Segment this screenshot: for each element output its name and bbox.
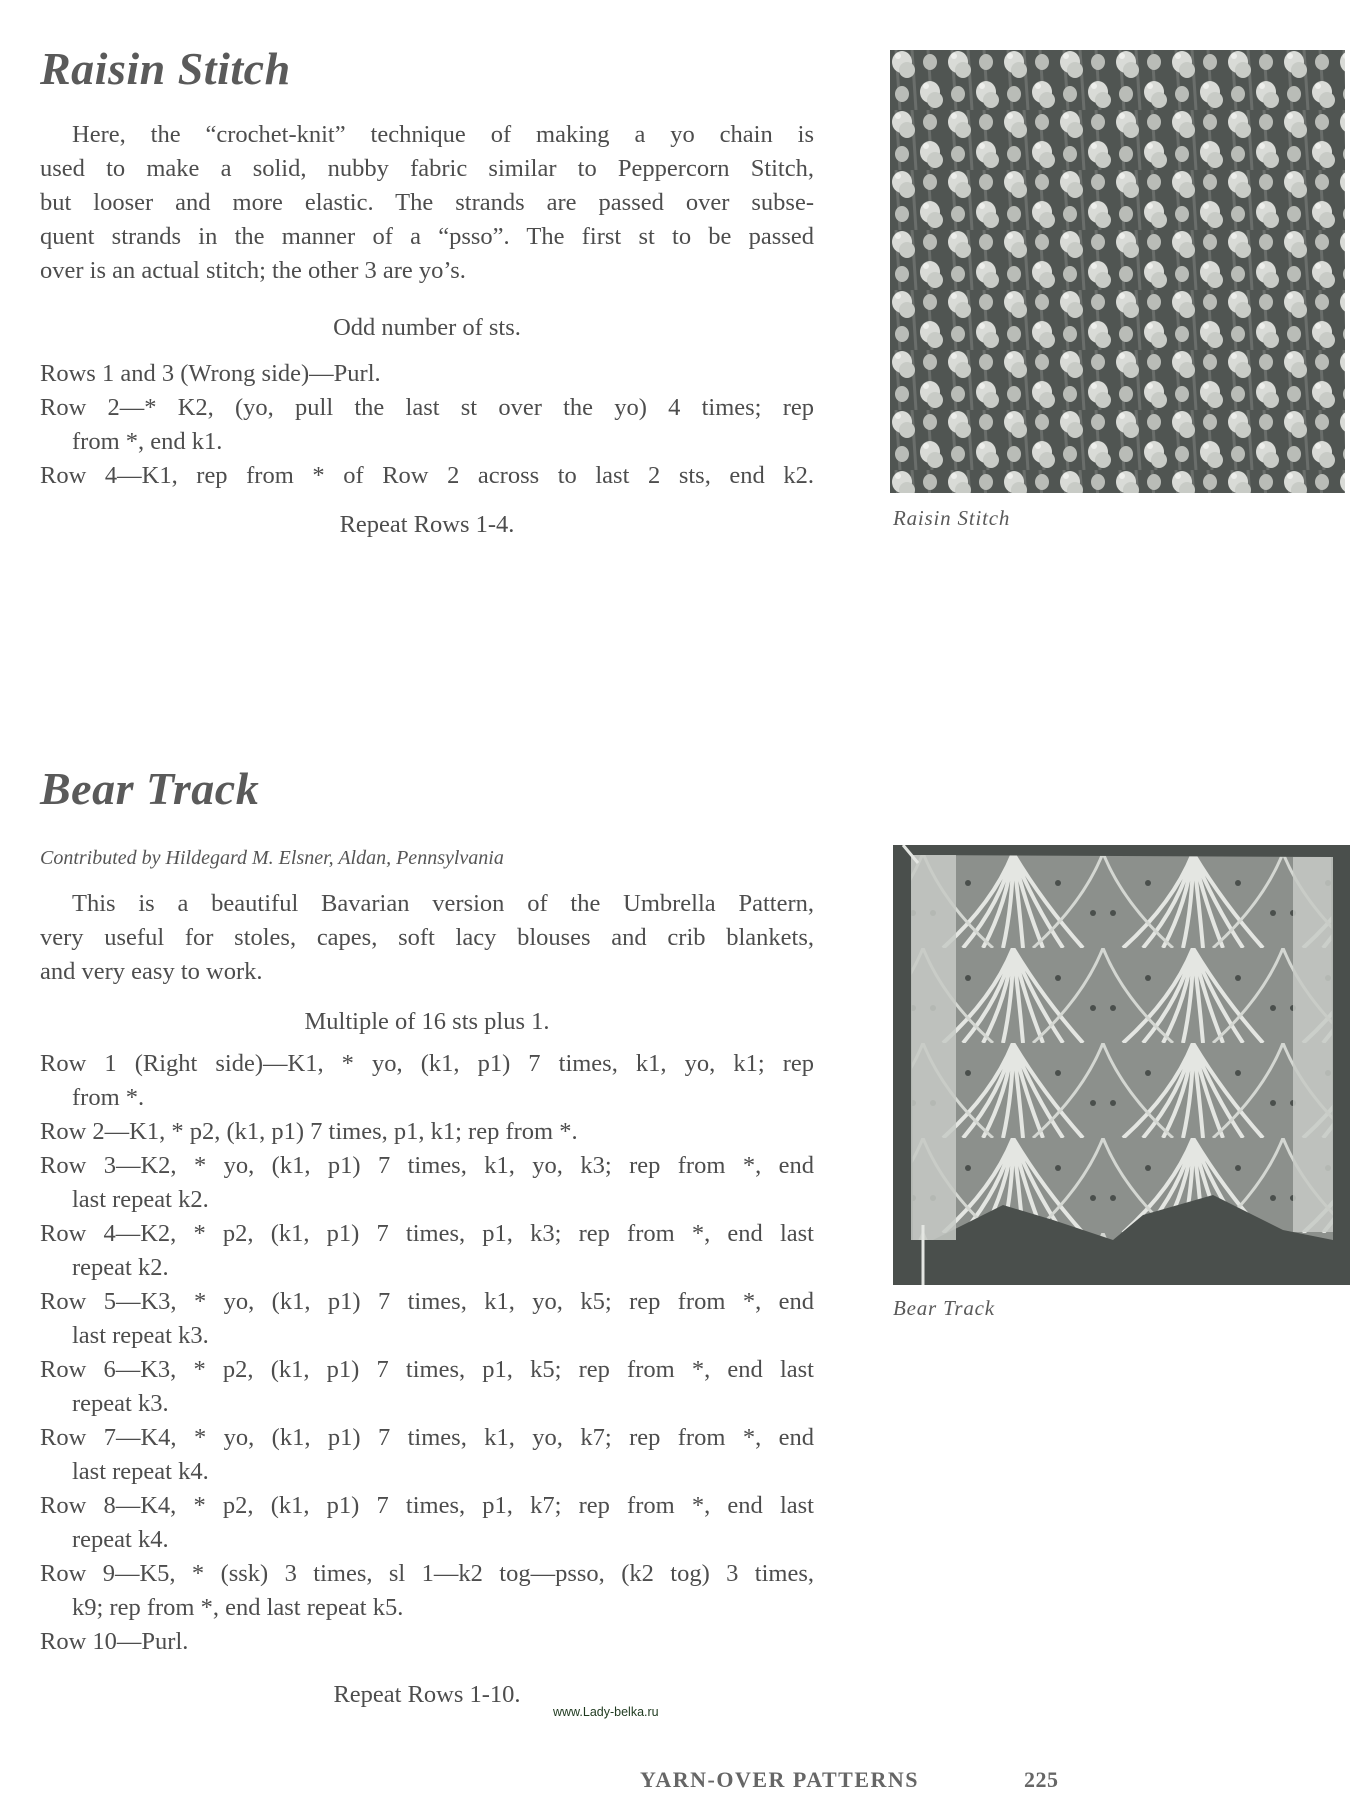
- bear-row-line: Row 9—K5, * (ssk) 3 times, sl 1—k2 tog—psso, (k2 tog) 3 times,: [40, 1560, 814, 1587]
- bear-intro-line: and very easy to work.: [40, 958, 263, 985]
- raisin-stitch-texture: [890, 50, 1345, 493]
- raisin-stitch-title: Raisin Stitch: [40, 43, 291, 94]
- bear-repeat: Repeat Rows 1-10.: [333, 1681, 521, 1708]
- bear-row-line: repeat k3.: [72, 1390, 169, 1417]
- watermark-link[interactable]: www.Lady-belka.ru: [553, 1705, 659, 1719]
- raisin-row-line: Row 4—K1, rep from * of Row 2 across to last 2 sts, end k2.: [40, 462, 814, 489]
- raisin-repeat: Repeat Rows 1-4.: [339, 511, 515, 538]
- raisin-row-line: Row 2—* K2, (yo, pull the last st over the yo) 4 times; rep: [40, 394, 814, 421]
- bear-row-line: last repeat k3.: [72, 1322, 209, 1349]
- raisin-intro-line: but looser and more elastic. The strands are passed over subse-: [40, 189, 814, 216]
- bear-row-line: repeat k2.: [72, 1254, 169, 1281]
- bear-intro-line: very useful for stoles, capes, soft lacy blouses and crib blankets,: [40, 924, 814, 951]
- bear-stitch-count: Multiple of 16 sts plus 1.: [304, 1008, 550, 1035]
- bear-row-line: repeat k4.: [72, 1526, 169, 1553]
- bear-track-title: Bear Track: [40, 763, 260, 814]
- raisin-stitch-photo: [890, 50, 1345, 493]
- bear-row-line: Row 10—Purl.: [40, 1628, 189, 1655]
- raisin-row-line: from *, end k1.: [72, 428, 223, 455]
- bear-track-photo: [893, 845, 1350, 1285]
- page-number: 225: [1024, 1767, 1059, 1792]
- raisin-stitch-caption: Raisin Stitch: [893, 506, 1011, 530]
- raisin-intro-line: used to make a solid, nubby fabric similar to Peppercorn Stitch,: [40, 155, 814, 182]
- bear-row-line: from *.: [72, 1084, 145, 1111]
- bear-row-line: Row 5—K3, * yo, (k1, p1) 7 times, k1, yo, k5; rep from *, end: [40, 1288, 814, 1315]
- bear-track-contributor: Contributed by Hildegard M. Elsner, Aldan, Pennsylvania: [40, 847, 504, 869]
- bear-row-line: Row 3—K2, * yo, (k1, p1) 7 times, k1, yo, k3; rep from *, end: [40, 1152, 814, 1179]
- bear-row-line: Row 6—K3, * p2, (k1, p1) 7 times, p1, k5; rep from *, end last: [40, 1356, 814, 1383]
- bear-row-line: Row 1 (Right side)—K1, * yo, (k1, p1) 7 times, k1, yo, k1; rep: [40, 1050, 814, 1077]
- bear-row-line: last repeat k4.: [72, 1458, 209, 1485]
- bear-row-line: Row 8—K4, * p2, (k1, p1) 7 times, p1, k7; rep from *, end last: [40, 1492, 814, 1519]
- running-footer-section: YARN-OVER PATTERNS: [640, 1767, 920, 1792]
- raisin-intro-line: over is an actual stitch; the other 3 are yo’s.: [40, 257, 466, 284]
- raisin-intro-line: quent strands in the manner of a “psso”. The first st to be passed: [40, 223, 814, 250]
- bear-row-line: k9; rep from *, end last repeat k5.: [72, 1594, 404, 1621]
- bear-track-lace-texture: [893, 845, 1350, 1285]
- raisin-stitch-count: Odd number of sts.: [333, 314, 521, 341]
- raisin-intro-line: Here, the “crochet-knit” technique of making a yo chain is: [72, 121, 814, 148]
- bear-track-caption: Bear Track: [893, 1296, 995, 1320]
- bear-row-line: last repeat k2.: [72, 1186, 209, 1213]
- bear-intro-line: This is a beautiful Bavarian version of the Umbrella Pattern,: [72, 890, 814, 917]
- bear-row-line: Row 4—K2, * p2, (k1, p1) 7 times, p1, k3; rep from *, end last: [40, 1220, 814, 1247]
- bear-row-line: Row 7—K4, * yo, (k1, p1) 7 times, k1, yo, k7; rep from *, end: [40, 1424, 814, 1451]
- bear-row-line: Row 2—K1, * p2, (k1, p1) 7 times, p1, k1; rep from *.: [40, 1118, 578, 1145]
- raisin-row-line: Rows 1 and 3 (Wrong side)—Purl.: [40, 360, 381, 387]
